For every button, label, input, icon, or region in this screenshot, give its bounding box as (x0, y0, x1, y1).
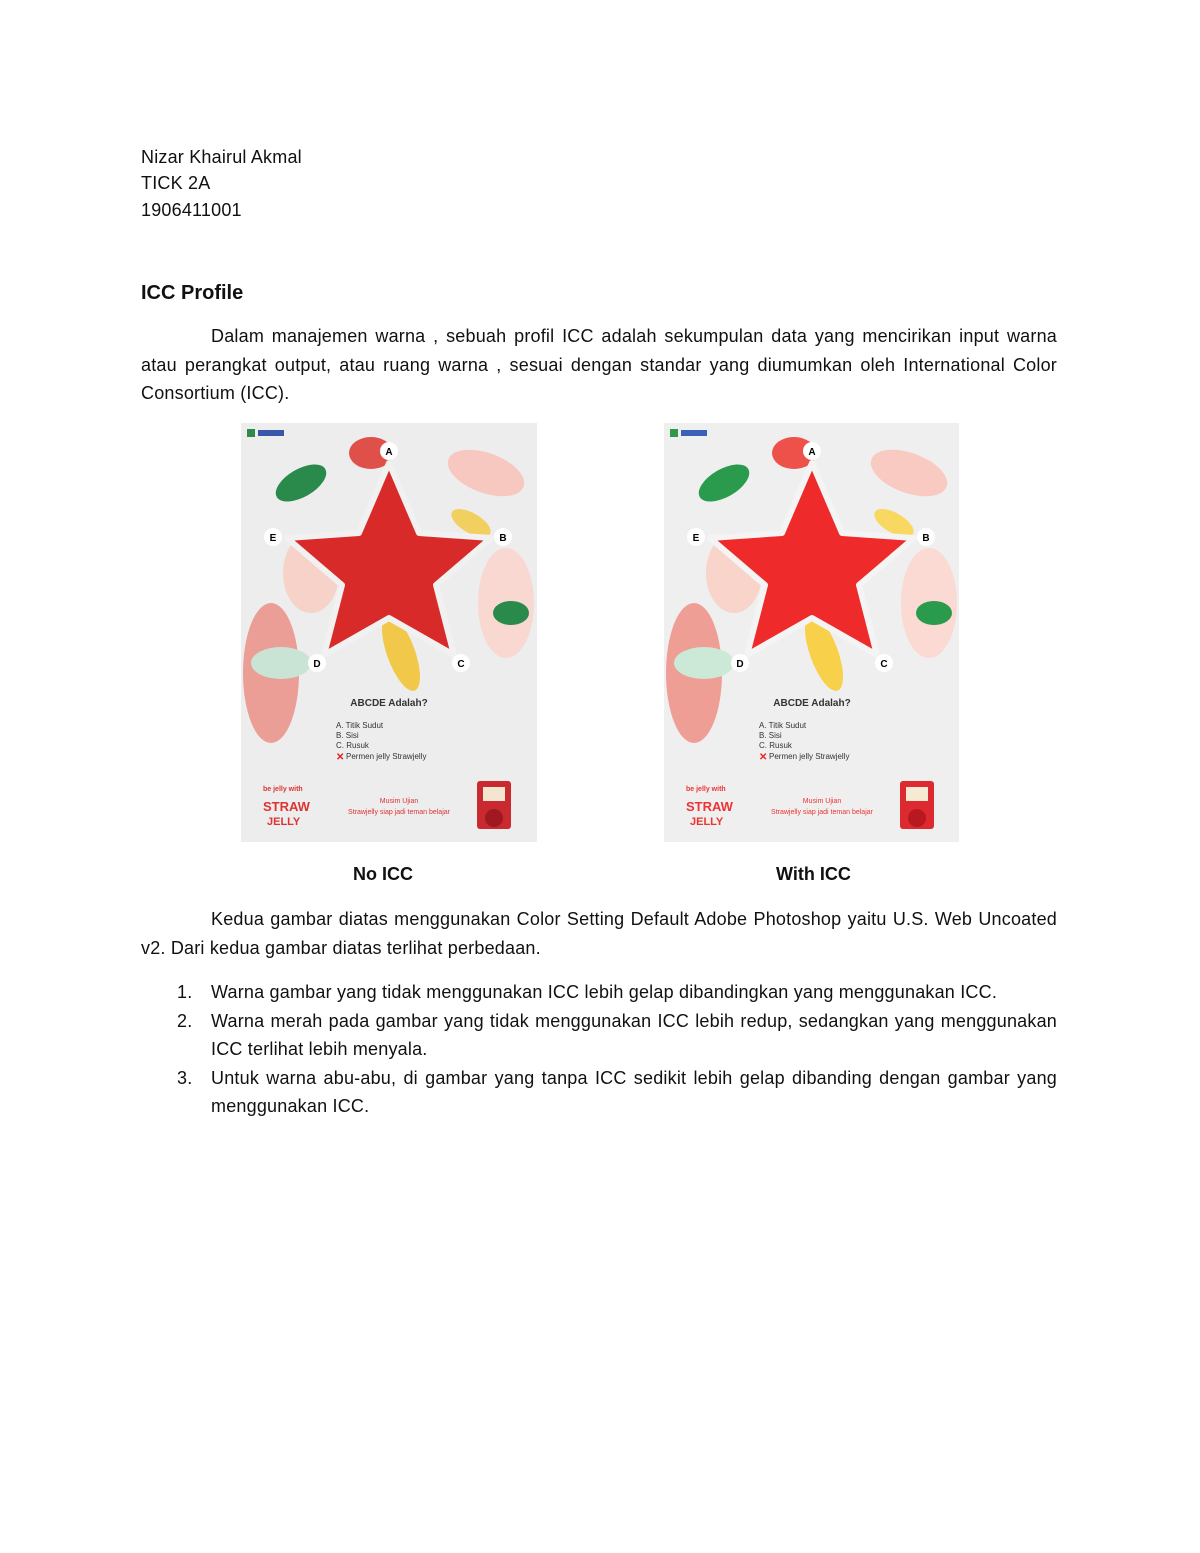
brand-big: STRAW (263, 799, 310, 814)
author-name: Nizar Khairul Akmal (141, 147, 302, 167)
tagline-2: Strawjelly siap jadi teman belajar (771, 809, 873, 816)
list-item (141, 1064, 1057, 1121)
option-b: B. Sisi (336, 731, 359, 740)
findings-list (141, 978, 1057, 1121)
label-a: A (808, 447, 816, 458)
cross-mark: ✕ (336, 752, 345, 763)
poster-image (241, 423, 537, 842)
tagline-1: Musim Ujian (379, 798, 419, 805)
list-number: 2. (177, 1010, 193, 1031)
list-text: Untuk warna abu-abu, di gambar yang tanpa ICC sedikit lebih gelap dibanding dengan gambar yang menggunakan ICC. (211, 1067, 1057, 1116)
option-a: A. Titik Sudut (336, 721, 384, 730)
label-d: D (736, 659, 744, 670)
poster-with-icc (664, 423, 959, 842)
label-e: E (269, 533, 277, 544)
list-item (141, 978, 1057, 1007)
cross-mark: ✕ (759, 752, 768, 763)
tagline-2: Strawjelly siap jadi teman belajar (348, 809, 450, 816)
option-a: A. Titik Sudut (759, 721, 807, 730)
list-number: 3. (177, 1067, 193, 1088)
list-text: Warna merah pada gambar yang tidak menggunakan ICC lebih redup, sedangkan yang menggunakan ICC terlihat lebih menyala. (211, 1010, 1057, 1059)
summary-paragraph: Kedua gambar diatas menggunakan Color Setting Default Adobe Photoshop yaitu U.S. Web Uncoated v2. Dari kedua gambar diatas terlihat perbedaan. (141, 909, 1057, 958)
brand-small: be jelly with (686, 786, 726, 793)
option-b: B. Sisi (759, 731, 782, 740)
label-c: C (457, 659, 465, 670)
label-b: B (922, 533, 930, 544)
question-text: ABCDE Adalah? (773, 698, 851, 709)
brand-small: be jelly with (263, 786, 303, 793)
option-c: C. Rusuk (336, 741, 369, 750)
poster-no-icc (241, 423, 537, 842)
class-code: TICK 2A (141, 173, 211, 193)
brand-big: STRAW (686, 799, 733, 814)
intro-paragraph: Dalam manajemen warna , sebuah profil ICC adalah sekumpulan data yang mencirikan input warna atau perangkat output, atau ruang warna , sesuai dengan standar yang diumumkan oleh International Color Consortium (ICC). (141, 326, 1057, 403)
label-e: E (692, 533, 700, 544)
option-d: Permen jelly Strawjelly (769, 752, 850, 761)
label-a: A (385, 447, 393, 458)
label-c: C (880, 659, 888, 670)
tagline-1: Musim Ujian (802, 798, 842, 805)
label-d: D (313, 659, 321, 670)
label-b: B (499, 533, 507, 544)
brand-big-2: JELLY (267, 816, 301, 828)
brand-big-2: JELLY (690, 816, 724, 828)
list-item (141, 1007, 1057, 1064)
section-title: ICC Profile (141, 282, 244, 304)
student-id: 1906411001 (141, 200, 242, 220)
question-text: ABCDE Adalah? (350, 698, 428, 709)
poster-image (664, 423, 959, 842)
caption-with-icc: With ICC (776, 864, 851, 884)
list-text: Warna gambar yang tidak menggunakan ICC lebih gelap dibandingkan yang menggunakan ICC. (211, 982, 998, 1002)
option-c: C. Rusuk (759, 741, 792, 750)
list-number: 1. (177, 982, 193, 1002)
caption-no-icc: No ICC (353, 864, 413, 884)
option-d: Permen jelly Strawjelly (346, 752, 427, 761)
